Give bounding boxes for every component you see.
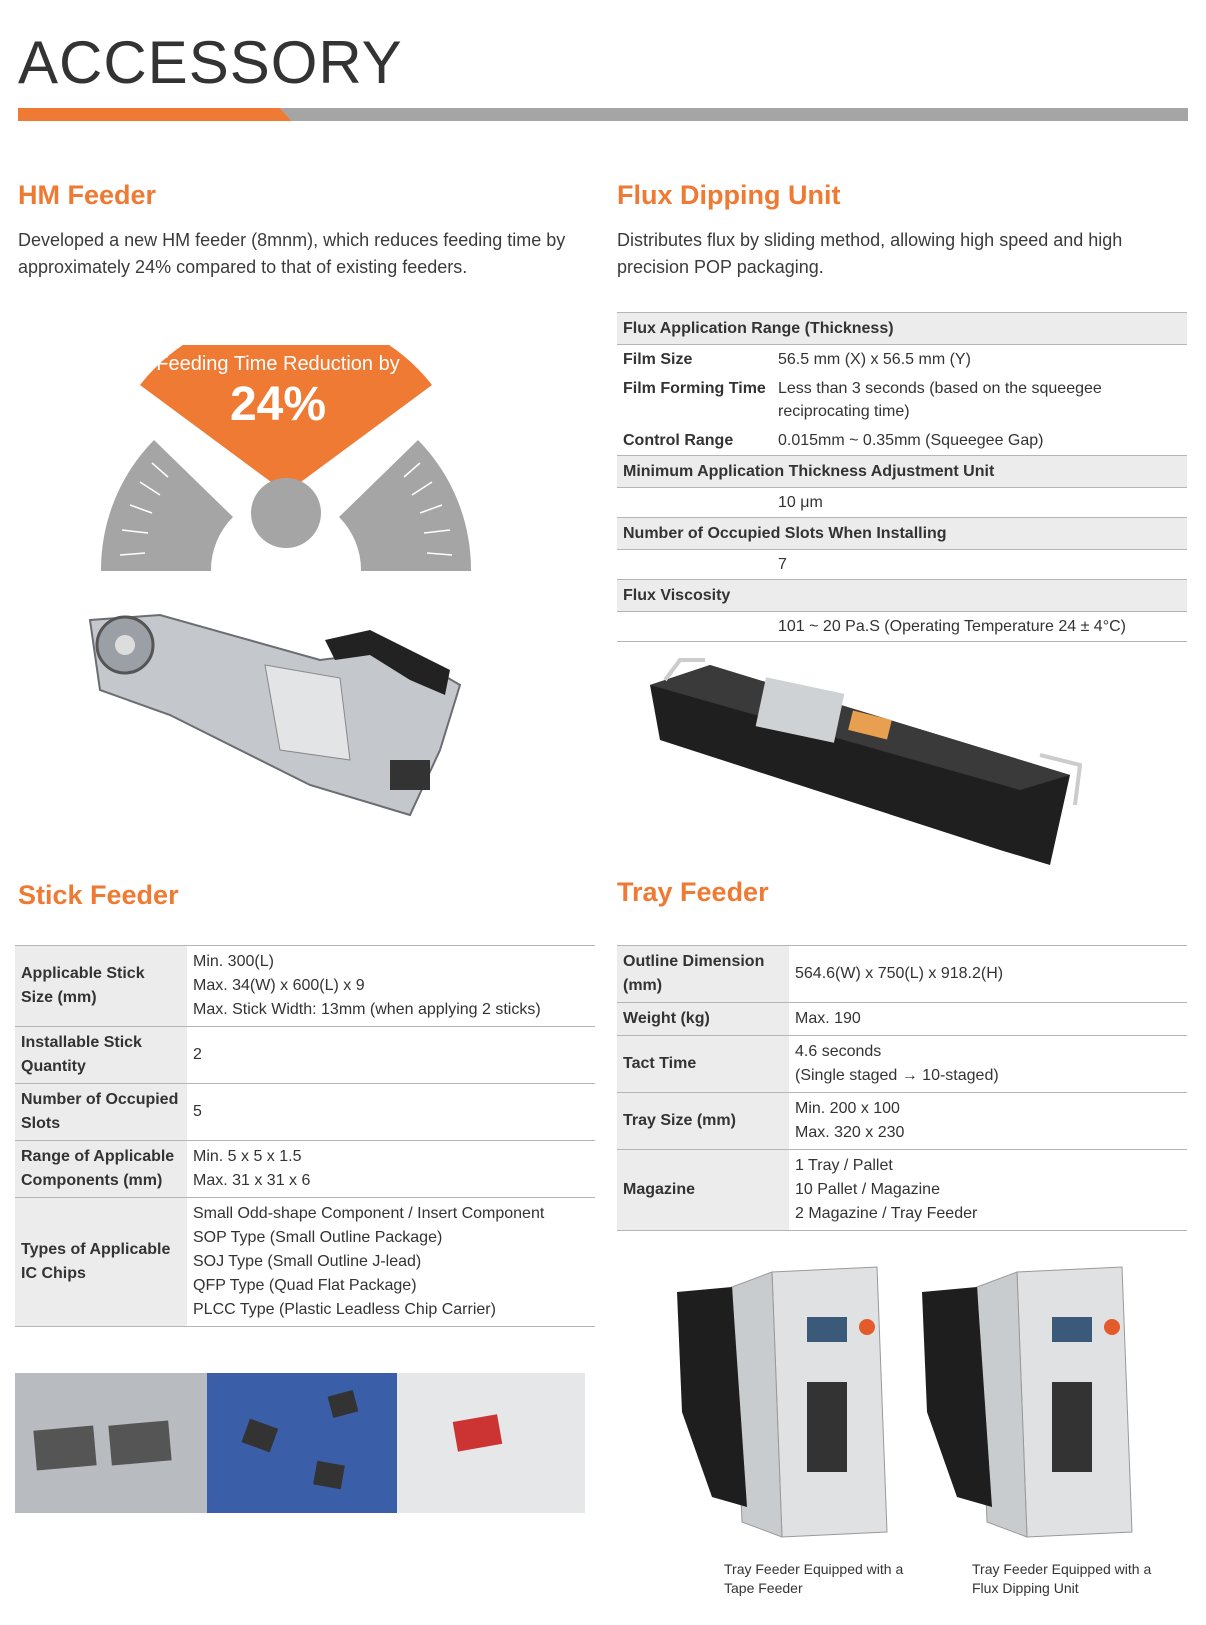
row-label: Applicable Stick Size (mm)	[15, 946, 187, 1027]
row-value: 10 Pallet / Magazine	[795, 1181, 940, 1198]
flux-viscosity-value: 101 ~ 20 Pa.S (Operating Temperature 24 ± 4°C)	[772, 612, 1187, 642]
row-value: PLCC Type (Plastic Leadless Chip Carrier)	[193, 1301, 496, 1318]
table-row	[15, 1027, 595, 1084]
row-value: 1 Tray / Pallet	[795, 1157, 893, 1174]
row-label: Outline Dimension (mm)	[617, 946, 789, 1003]
row-value: Max. 34(W) x 600(L) x 9	[193, 977, 365, 994]
row-values	[789, 946, 1187, 1003]
row-values	[187, 1027, 595, 1084]
film-size-value: 56.5 mm (X) x 56.5 mm (Y)	[778, 351, 971, 368]
tray-feeder-table	[617, 945, 1187, 1231]
row-values	[789, 1003, 1187, 1036]
row-values	[789, 1036, 1187, 1093]
row-value: Max. 320 x 230	[795, 1124, 905, 1141]
tray-feeder-title: Tray Feeder	[617, 877, 769, 907]
hm-feeder-title: HM Feeder	[18, 180, 157, 210]
film-size-label: Film Size	[623, 351, 693, 368]
ic-chips-photo	[15, 1373, 585, 1513]
stick-feeder-title: Stick Feeder	[18, 880, 179, 910]
table-row	[617, 1150, 1187, 1231]
row-label: Types of Applicable IC Chips	[15, 1198, 187, 1327]
row-values	[187, 1084, 595, 1141]
row-label: Tray Size (mm)	[617, 1093, 789, 1150]
row-value: SOP Type (Small Outline Package)	[193, 1229, 443, 1246]
table-row	[15, 946, 595, 1027]
gauge-value: 24%	[229, 378, 327, 431]
occupied-slots-value: 7	[778, 556, 787, 573]
row-value: 564.6(W) x 750(L) x 918.2(H)	[795, 965, 1004, 982]
caption-flux-unit: Tray Feeder Equipped with a Flux Dipping Unit	[972, 1561, 1152, 1596]
row-value: Max. 190	[795, 1010, 861, 1027]
table-row	[617, 1093, 1187, 1150]
flux-unit-image	[650, 655, 1090, 870]
row-value: Small Odd-shape Component / Insert Component	[193, 1205, 545, 1222]
hm-feeder-description: Developed a new HM feeder (8mnm), which reduces feeding time by approximately 24% compared to that of existing feeders.	[18, 230, 566, 277]
table-row	[617, 1003, 1187, 1036]
table-row	[617, 946, 1187, 1003]
tray-feeder-flux-image	[917, 1262, 1137, 1547]
flux-unit-title: Flux Dipping Unit	[617, 180, 841, 210]
row-value: SOJ Type (Small Outline J-lead)	[193, 1253, 422, 1270]
table-row	[617, 1036, 1187, 1093]
caption-tape-feeder: Tray Feeder Equipped with a Tape Feeder	[724, 1561, 904, 1596]
row-label: Tact Time	[617, 1036, 789, 1093]
flux-range-header: Flux Application Range (Thickness)	[617, 313, 1187, 345]
row-value: Min. 200 x 100	[795, 1100, 900, 1117]
min-thickness-header: Minimum Application Thickness Adjustment Unit	[617, 456, 1187, 488]
row-label: Installable Stick Quantity	[15, 1027, 187, 1084]
min-thickness-value: 10 μm	[778, 494, 823, 511]
control-range-label: Control Range	[623, 432, 734, 449]
table-row	[15, 1198, 595, 1327]
row-label: Number of Occupied Slots	[15, 1084, 187, 1141]
row-values	[187, 1198, 595, 1327]
gauge-label: Feeding Time Reduction by	[156, 353, 400, 375]
row-values	[789, 1093, 1187, 1150]
row-value: Min. 5 x 5 x 1.5	[193, 1148, 302, 1165]
row-values	[187, 946, 595, 1027]
stick-feeder-table	[15, 945, 595, 1327]
row-value: (Single staged → 10-staged)	[795, 1067, 999, 1084]
row-value: 4.6 seconds	[795, 1043, 882, 1060]
row-label: Range of Applicable Components (mm)	[15, 1141, 187, 1198]
film-time-label: Film Forming Time	[623, 380, 766, 397]
tray-feeder-tape-image	[672, 1262, 892, 1547]
flux-spec-table	[617, 312, 1187, 642]
row-value: 2 Magazine / Tray Feeder	[795, 1205, 978, 1222]
row-values	[789, 1150, 1187, 1231]
occupied-slots-header: Number of Occupied Slots When Installing	[617, 518, 1187, 550]
flux-unit-description: Distributes flux by sliding method, allowing high speed and high precision POP packaging.	[617, 230, 1123, 277]
table-row	[15, 1084, 595, 1141]
title-underline	[18, 108, 1188, 121]
film-time-value: Less than 3 seconds (based on the squeegee reciprocating time)	[778, 380, 1102, 420]
row-value: 2	[193, 1046, 202, 1063]
table-row	[15, 1141, 595, 1198]
row-value: 5	[193, 1103, 202, 1120]
row-value: Min. 300(L)	[193, 953, 274, 970]
flux-viscosity-header: Flux Viscosity	[617, 580, 1187, 612]
row-value: Max. Stick Width: 13mm (when applying 2 sticks)	[193, 1001, 541, 1018]
page-title: ACCESSORY	[18, 29, 403, 96]
row-label: Weight (kg)	[617, 1003, 789, 1036]
row-label: Magazine	[617, 1150, 789, 1231]
row-values	[187, 1141, 595, 1198]
row-value: Max. 31 x 31 x 6	[193, 1172, 311, 1189]
row-value: QFP Type (Quad Flat Package)	[193, 1277, 417, 1294]
hm-feeder-image	[80, 600, 480, 840]
control-range-value: 0.015mm ~ 0.35mm (Squeegee Gap)	[778, 432, 1044, 449]
